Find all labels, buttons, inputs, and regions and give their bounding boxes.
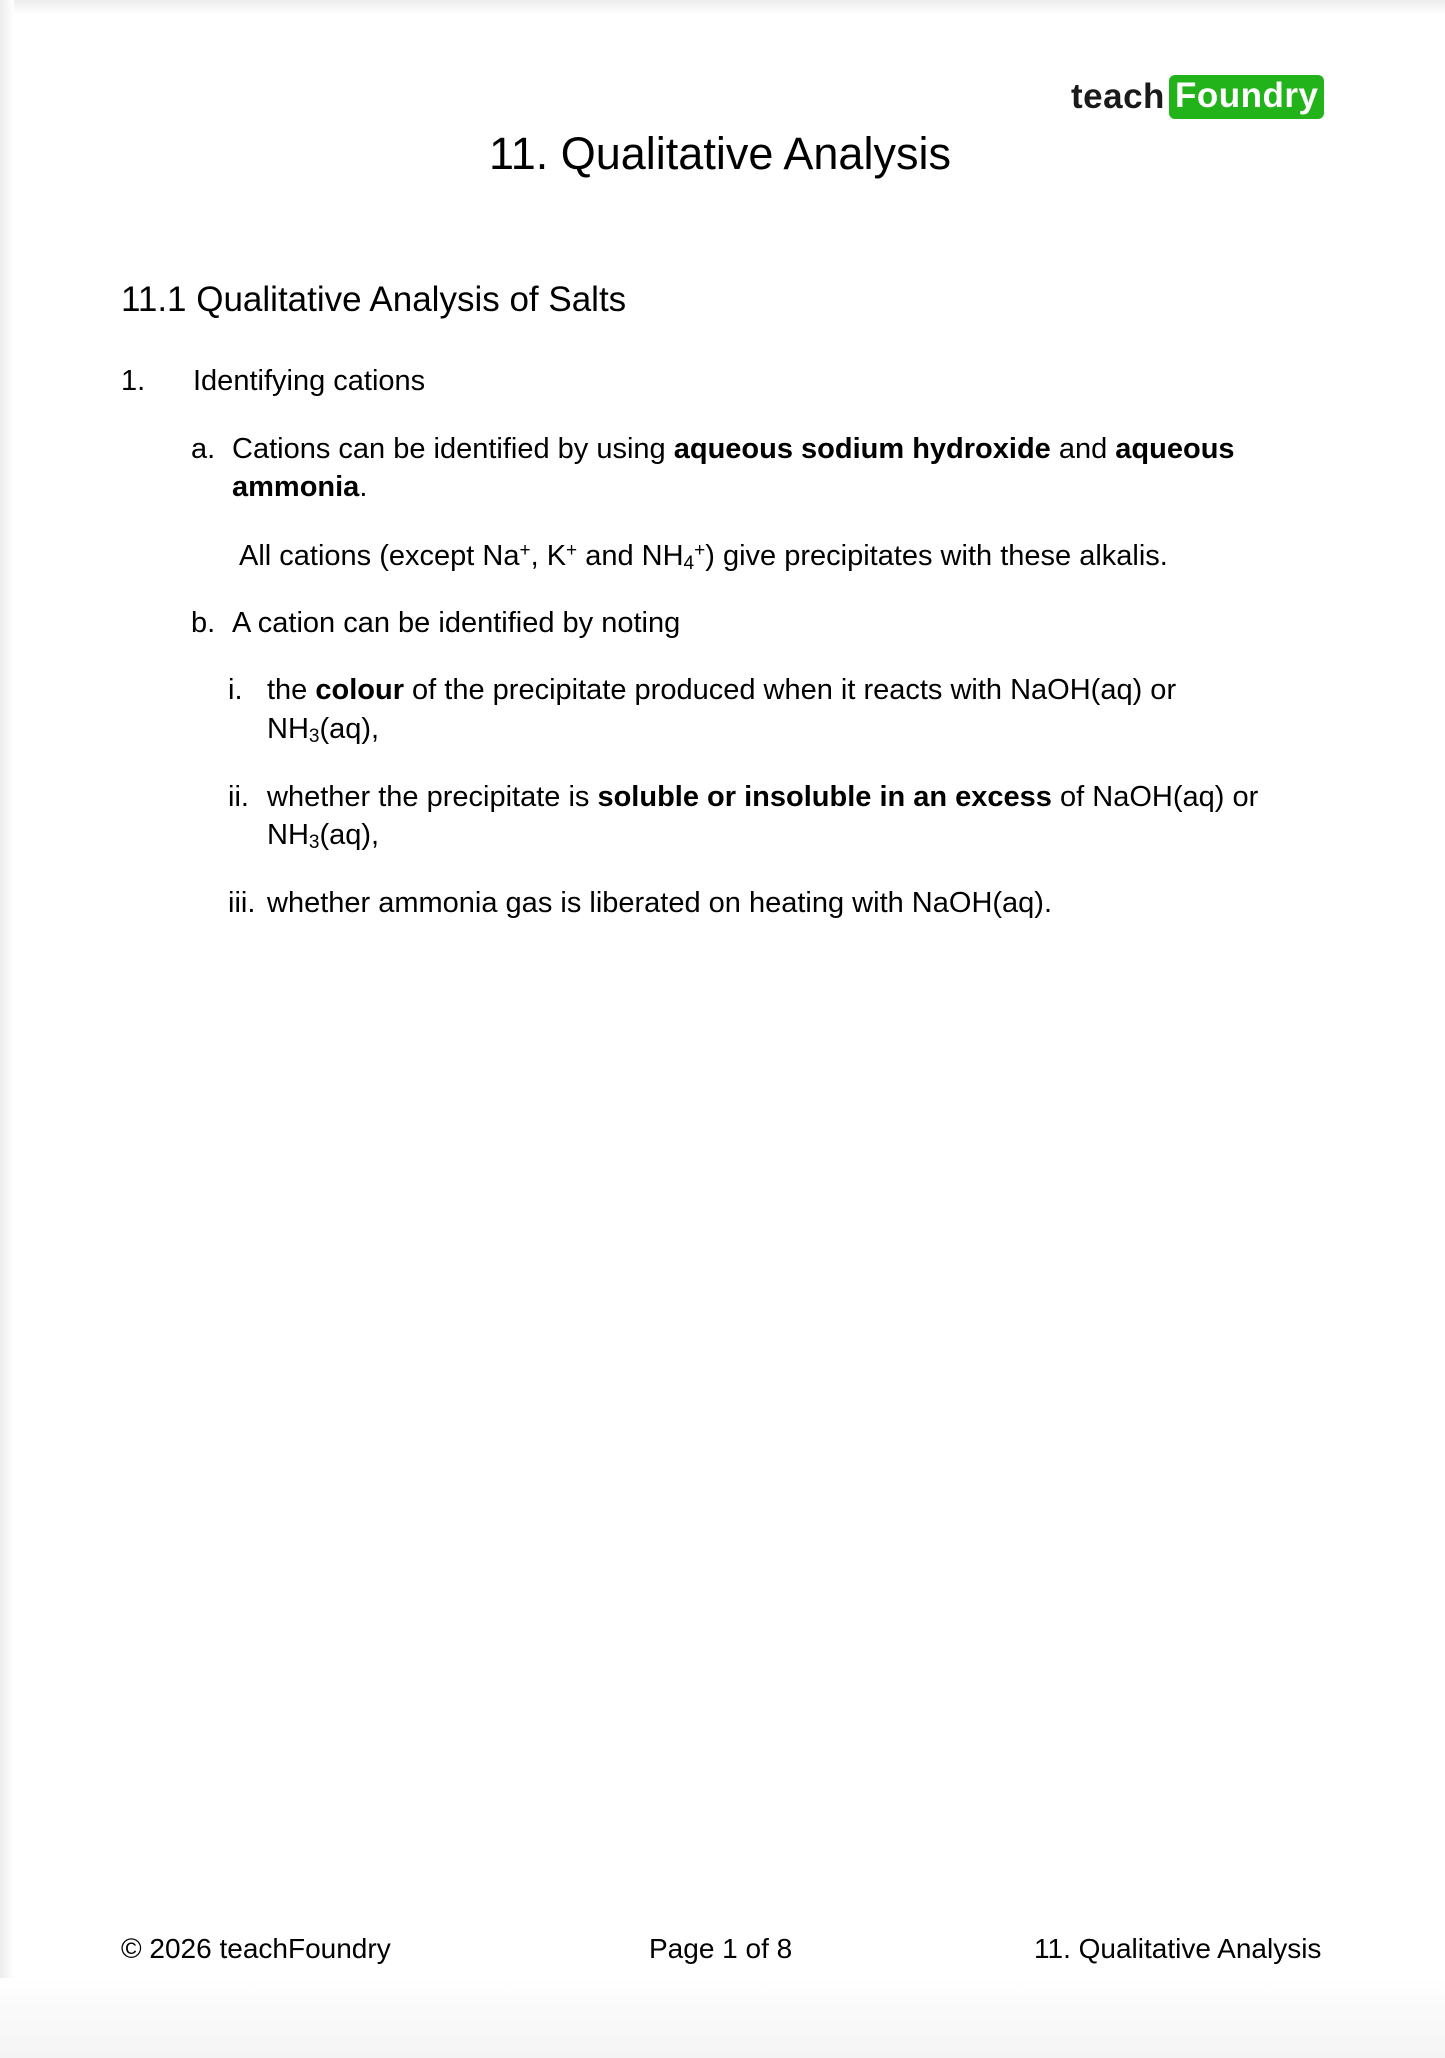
- item-a-marker: a.: [191, 433, 216, 465]
- sub-ii-text-1: whether the precipitate is: [267, 781, 598, 813]
- section-heading: 11.1 Qualitative Analysis of Salts: [121, 280, 627, 319]
- sub-item-i-line-1: [267, 671, 1176, 709]
- item-1-number: 1.: [121, 365, 146, 397]
- sub-i-bold: colour: [315, 674, 404, 706]
- item-a-text-2: and: [1050, 433, 1116, 465]
- sub-i-nh3-subscript: 3: [308, 726, 320, 747]
- note-suffix: ) give precipitates with these alkalis.: [705, 540, 1168, 572]
- item-a-note: [239, 537, 1168, 575]
- page-shadow-top: [0, 0, 1445, 14]
- sub-ii-text-2: of NaOH(aq) or: [1051, 781, 1259, 813]
- sub-item-ii-line-1: [267, 778, 1258, 816]
- page-shadow-left: [0, 0, 14, 2058]
- sub-ii-bold: soluble or insoluble in an excess: [597, 781, 1052, 813]
- sub-item-i-marker: i.: [228, 674, 243, 706]
- na-charge: +: [519, 540, 531, 561]
- logo-foundry-badge: Foundry: [1169, 75, 1324, 119]
- sub-i-line2-prefix: NH: [267, 713, 309, 745]
- page-shadow-bottom: [0, 1978, 1445, 2058]
- sub-i-text-1: the: [267, 674, 316, 706]
- sub-item-ii-line-2: [267, 816, 379, 854]
- sub-item-ii-marker: ii.: [228, 781, 249, 813]
- item-b-marker: b.: [191, 607, 216, 639]
- note-mid-1: , K: [530, 540, 567, 572]
- item-a-text-1: Cations can be identified by using: [232, 433, 674, 465]
- nh4-subscript: 4: [683, 553, 695, 574]
- item-a-text-3: .: [359, 471, 368, 503]
- footer-page-number: Page 1 of 8: [649, 1933, 793, 1964]
- sub-item-iii-marker: iii.: [228, 887, 256, 919]
- item-a-bold-2: aqueous: [1115, 433, 1235, 465]
- sub-i-line2-suffix: (aq),: [319, 713, 380, 745]
- document-title: 11. Qualitative Analysis: [489, 128, 951, 179]
- item-a-line-1: [232, 430, 1235, 468]
- teachfoundry-logo: [1071, 75, 1324, 119]
- note-mid-2: and NH: [577, 540, 684, 572]
- sub-i-text-2: of the precipitate produced when it reacts with NaOH(aq) or: [404, 674, 1177, 706]
- sub-ii-line2-prefix: NH: [267, 819, 309, 851]
- item-a-bold-3: ammonia: [232, 471, 360, 503]
- footer-document-title: 11. Qualitative Analysis: [1034, 1933, 1322, 1964]
- sub-ii-line2-suffix: (aq),: [319, 819, 380, 851]
- logo-teach-text: teach: [1071, 77, 1165, 116]
- item-a-line-2: [232, 468, 367, 506]
- item-b-text: A cation can be identified by noting: [232, 607, 681, 639]
- sub-ii-nh3-subscript: 3: [308, 832, 320, 853]
- item-a-bold-1: aqueous sodium hydroxide: [673, 433, 1051, 465]
- sub-item-iii-text: whether ammonia gas is liberated on heating with NaOH(aq).: [267, 887, 1053, 919]
- sub-item-i-line-2: [267, 710, 379, 748]
- note-prefix: All cations (except Na: [239, 540, 520, 572]
- k-charge: +: [566, 540, 578, 561]
- nh4-charge: +: [694, 540, 706, 561]
- item-1-label: Identifying cations: [193, 365, 426, 397]
- footer-copyright: © 2026 teachFoundry: [121, 1933, 391, 1964]
